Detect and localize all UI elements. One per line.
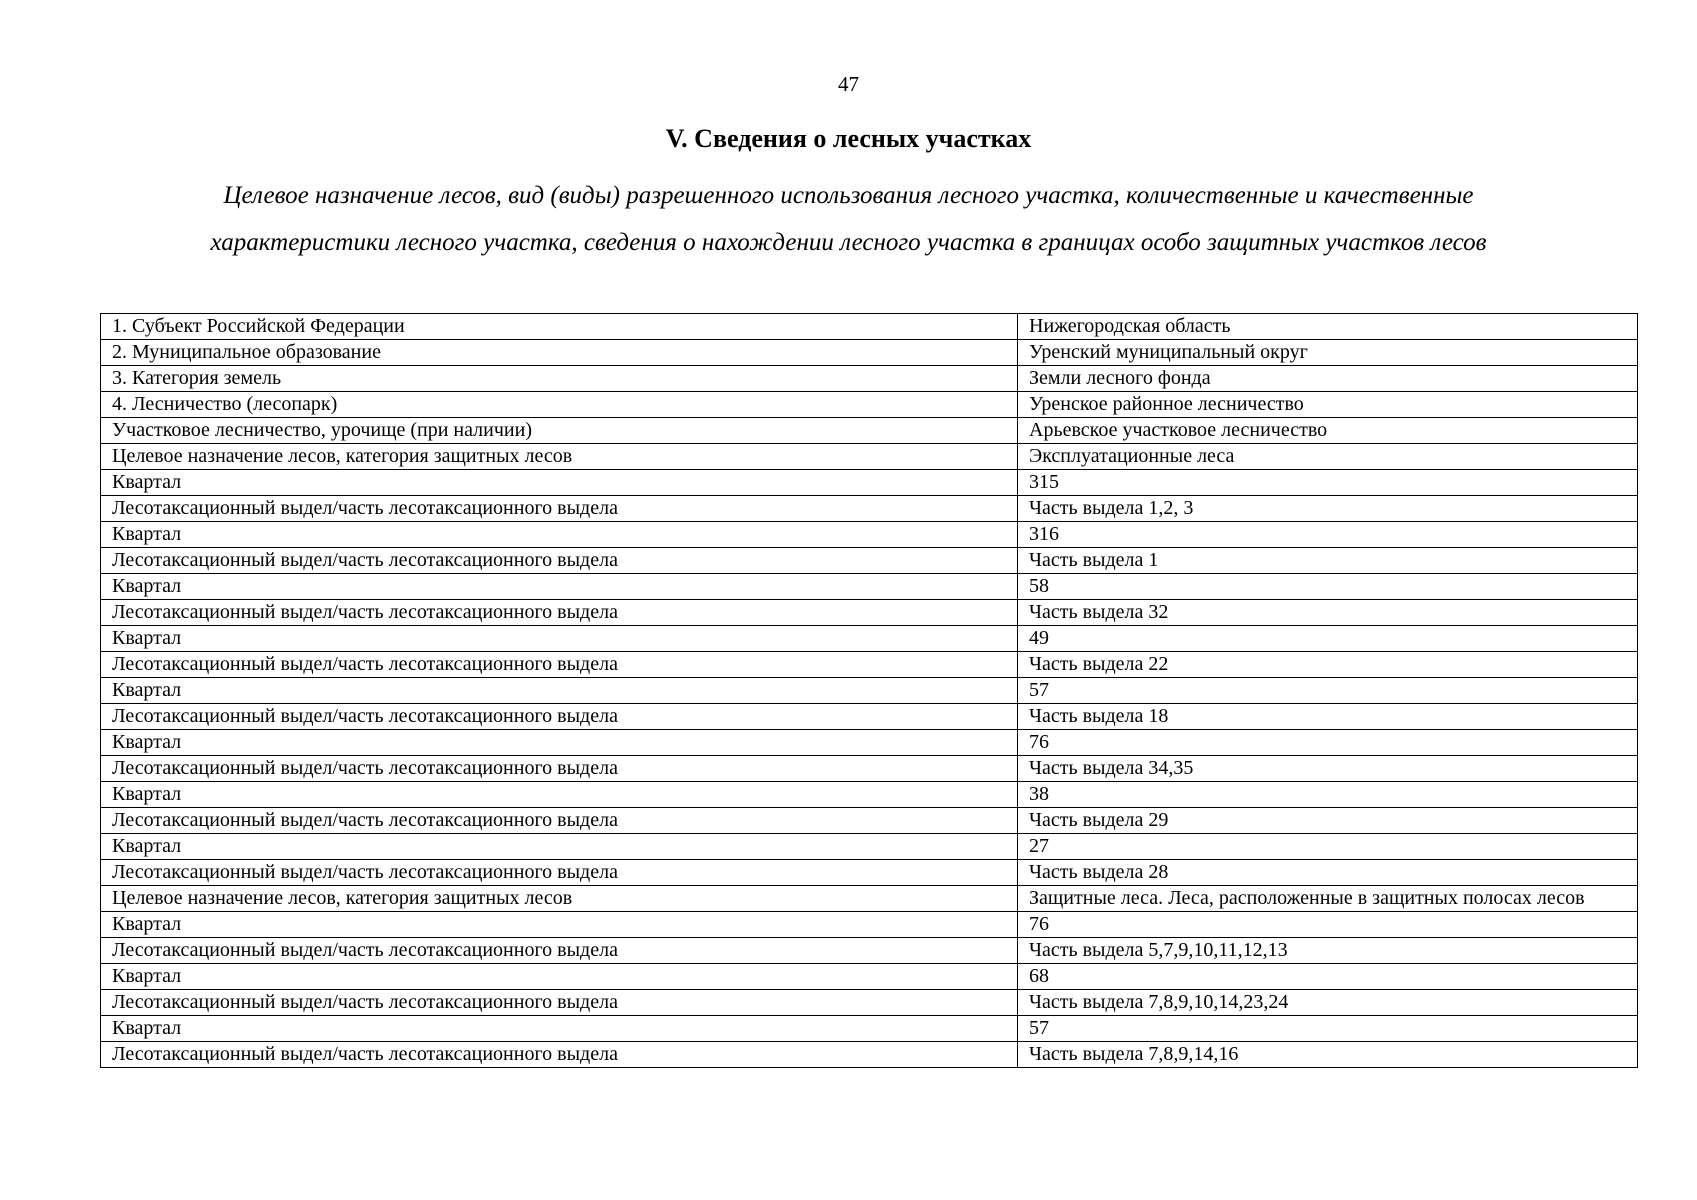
row-value: Эксплуатационные леса bbox=[1018, 444, 1638, 470]
row-label: Квартал bbox=[101, 626, 1018, 652]
row-label: Лесотаксационный выдел/часть лесотаксационного выдела bbox=[101, 600, 1018, 626]
section-subtitle bbox=[100, 172, 1597, 266]
row-value: 27 bbox=[1018, 834, 1638, 860]
table-row bbox=[101, 730, 1638, 756]
row-label: Квартал bbox=[101, 574, 1018, 600]
table-row bbox=[101, 990, 1638, 1016]
table-row bbox=[101, 444, 1638, 470]
table-row bbox=[101, 834, 1638, 860]
row-value: 58 bbox=[1018, 574, 1638, 600]
table-row bbox=[101, 886, 1638, 912]
section-heading: V. Сведения о лесных участках bbox=[665, 124, 1032, 153]
forest-plot-table bbox=[100, 313, 1638, 1068]
page-number: 47 bbox=[838, 72, 859, 96]
row-label: Участковое лесничество, урочище (при наличии) bbox=[101, 418, 1018, 444]
row-value: Часть выдела 7,8,9,10,14,23,24 bbox=[1018, 990, 1638, 1016]
row-value: Земли лесного фонда bbox=[1018, 366, 1638, 392]
row-label: Лесотаксационный выдел/часть лесотаксационного выдела bbox=[101, 548, 1018, 574]
row-label: Квартал bbox=[101, 470, 1018, 496]
table-row bbox=[101, 782, 1638, 808]
table-row bbox=[101, 548, 1638, 574]
row-label: 4. Лесничество (лесопарк) bbox=[101, 392, 1018, 418]
table-row bbox=[101, 366, 1638, 392]
row-label: Лесотаксационный выдел/часть лесотаксационного выдела bbox=[101, 808, 1018, 834]
row-label: Лесотаксационный выдел/часть лесотаксационного выдела bbox=[101, 704, 1018, 730]
row-value: 316 bbox=[1018, 522, 1638, 548]
row-value: 57 bbox=[1018, 1016, 1638, 1042]
table-row bbox=[101, 964, 1638, 990]
table-row bbox=[101, 756, 1638, 782]
row-label: Лесотаксационный выдел/часть лесотаксационного выдела bbox=[101, 990, 1018, 1016]
row-value: 315 bbox=[1018, 470, 1638, 496]
row-value: 49 bbox=[1018, 626, 1638, 652]
table-row bbox=[101, 1042, 1638, 1068]
row-value: Часть выдела 32 bbox=[1018, 600, 1638, 626]
row-value: 68 bbox=[1018, 964, 1638, 990]
table-row bbox=[101, 470, 1638, 496]
table-row bbox=[101, 652, 1638, 678]
table-row bbox=[101, 1016, 1638, 1042]
row-value: Нижегородская область bbox=[1018, 314, 1638, 340]
row-label: Квартал bbox=[101, 834, 1018, 860]
row-value: Часть выдела 1,2, 3 bbox=[1018, 496, 1638, 522]
table-row bbox=[101, 340, 1638, 366]
row-label: Целевое назначение лесов, категория защитных лесов bbox=[101, 886, 1018, 912]
table-row bbox=[101, 938, 1638, 964]
row-label: 3. Категория земель bbox=[101, 366, 1018, 392]
row-label: 1. Субъект Российской Федерации bbox=[101, 314, 1018, 340]
row-label: Лесотаксационный выдел/часть лесотаксационного выдела bbox=[101, 860, 1018, 886]
row-value: Часть выдела 1 bbox=[1018, 548, 1638, 574]
subtitle-line-2: характеристики лесного участка, сведения о нахождении лесного участка в границах особо защитных участков лесов bbox=[210, 229, 1487, 256]
row-label: Квартал bbox=[101, 1016, 1018, 1042]
table-row bbox=[101, 912, 1638, 938]
row-label: Целевое назначение лесов, категория защитных лесов bbox=[101, 444, 1018, 470]
row-label: 2. Муниципальное образование bbox=[101, 340, 1018, 366]
row-value: Часть выдела 5,7,9,10,11,12,13 bbox=[1018, 938, 1638, 964]
row-value: Часть выдела 29 bbox=[1018, 808, 1638, 834]
row-value: Защитные леса. Леса, расположенные в защитных полосах лесов bbox=[1018, 886, 1638, 912]
row-value: Уренское районное лесничество bbox=[1018, 392, 1638, 418]
row-label: Лесотаксационный выдел/часть лесотаксационного выдела bbox=[101, 652, 1018, 678]
table-row bbox=[101, 496, 1638, 522]
row-value: Часть выдела 22 bbox=[1018, 652, 1638, 678]
row-label: Квартал bbox=[101, 730, 1018, 756]
table-row bbox=[101, 392, 1638, 418]
table-row bbox=[101, 314, 1638, 340]
row-value: Арьевское участковое лесничество bbox=[1018, 418, 1638, 444]
table-row bbox=[101, 808, 1638, 834]
row-value: Часть выдела 7,8,9,14,16 bbox=[1018, 1042, 1638, 1068]
row-value: Часть выдела 18 bbox=[1018, 704, 1638, 730]
table-row bbox=[101, 704, 1638, 730]
table-row bbox=[101, 574, 1638, 600]
row-label: Лесотаксационный выдел/часть лесотаксационного выдела bbox=[101, 496, 1018, 522]
subtitle-line-1: Целевое назначение лесов, вид (виды) разрешенного использования лесного участка, количественные и качественные bbox=[223, 182, 1474, 209]
row-value: Часть выдела 34,35 bbox=[1018, 756, 1638, 782]
table-row bbox=[101, 418, 1638, 444]
row-label: Квартал bbox=[101, 964, 1018, 990]
row-label: Лесотаксационный выдел/часть лесотаксационного выдела bbox=[101, 1042, 1018, 1068]
table-row bbox=[101, 522, 1638, 548]
table-row bbox=[101, 860, 1638, 886]
row-label: Квартал bbox=[101, 912, 1018, 938]
row-value: Уренский муниципальный округ bbox=[1018, 340, 1638, 366]
table-row bbox=[101, 600, 1638, 626]
row-label: Лесотаксационный выдел/часть лесотаксационного выдела bbox=[101, 938, 1018, 964]
row-label: Лесотаксационный выдел/часть лесотаксационного выдела bbox=[101, 756, 1018, 782]
row-value: Часть выдела 28 bbox=[1018, 860, 1638, 886]
row-value: 57 bbox=[1018, 678, 1638, 704]
row-value: 76 bbox=[1018, 912, 1638, 938]
row-label: Квартал bbox=[101, 522, 1018, 548]
row-value: 38 bbox=[1018, 782, 1638, 808]
row-value: 76 bbox=[1018, 730, 1638, 756]
table-row bbox=[101, 626, 1638, 652]
row-label: Квартал bbox=[101, 782, 1018, 808]
row-label: Квартал bbox=[101, 678, 1018, 704]
table-row bbox=[101, 678, 1638, 704]
